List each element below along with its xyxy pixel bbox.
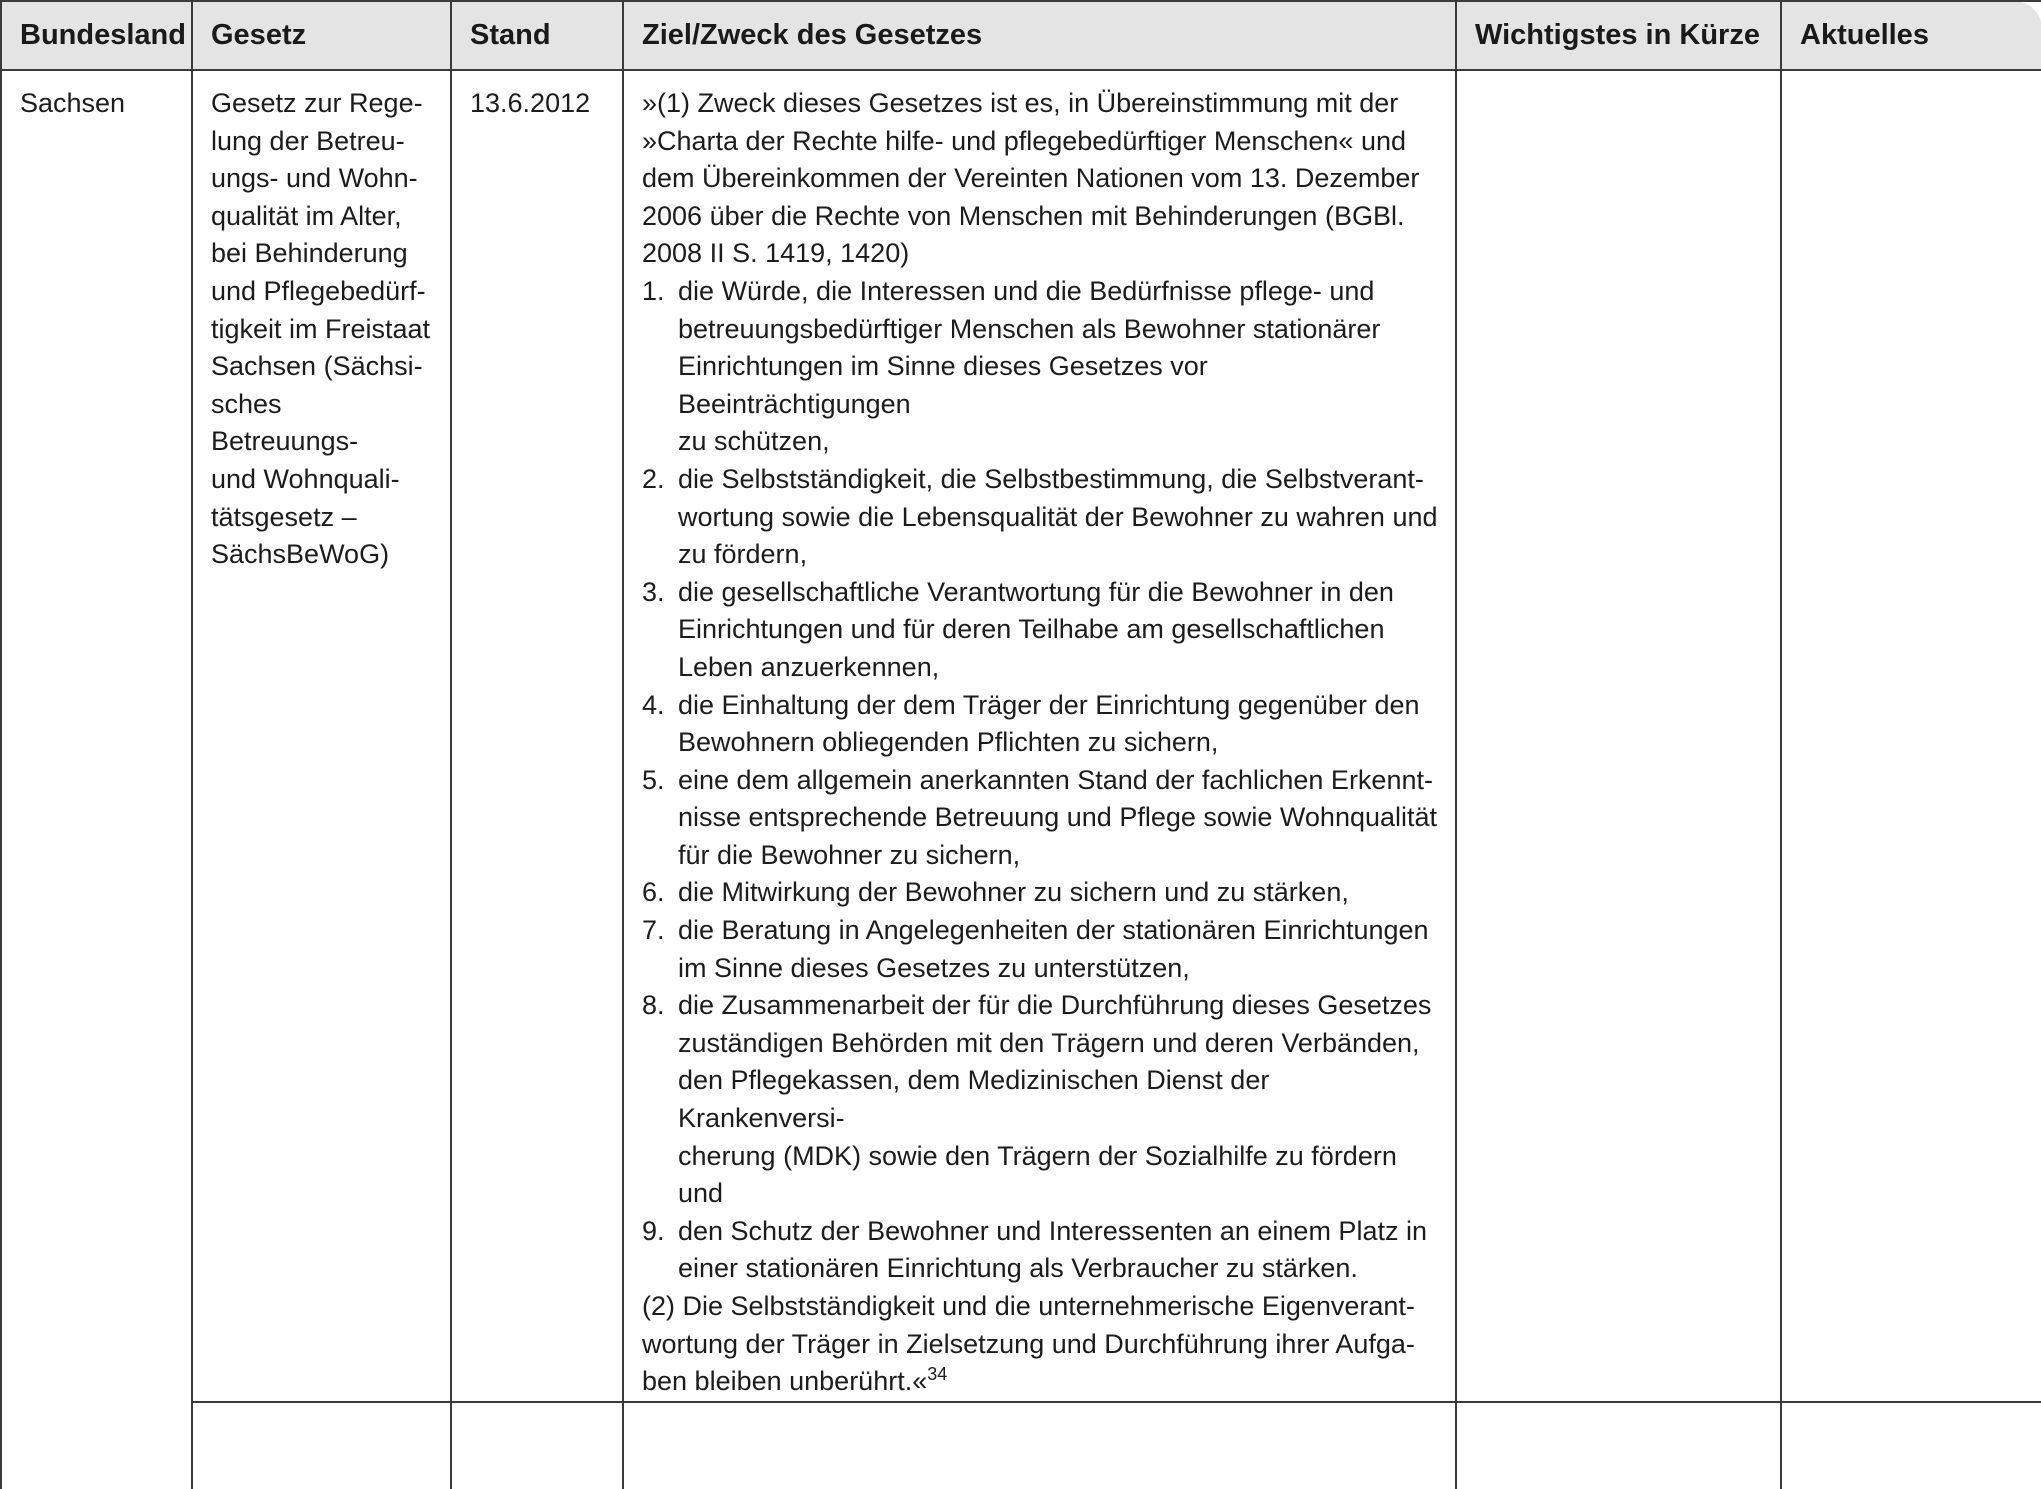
cell-empty-stand bbox=[451, 1402, 623, 1489]
list-item-text: die Mitwirkung der Bewohner zu sichern und zu stärken, bbox=[678, 877, 1349, 908]
table-row bbox=[1, 70, 2041, 1402]
list-item-number: 2. bbox=[642, 463, 665, 494]
cell-bundesland: Sachsen bbox=[1, 70, 192, 1489]
zweck-outro-text: (2) Die Selbstständigkeit und die unternehmerische Eigenverant- wortung der Träger in Zielsetzung und Durchführung ihrer Aufga- ben bleiben unberührt.« bbox=[642, 1291, 1415, 1397]
header-stand: Stand bbox=[451, 1, 623, 70]
list-item-text: die Einhaltung der dem Träger der Einrichtung gegenüber den Bewohnern obliegenden Pflichten zu sichern, bbox=[678, 689, 1420, 758]
list-item bbox=[642, 273, 1441, 461]
list-item-number: 1. bbox=[642, 275, 665, 306]
list-item-text: die gesellschaftliche Verantwortung für die Bewohner in den Einrichtungen und für deren Teilhabe am gesellschaftlichen Leben anzuerkennen, bbox=[678, 576, 1394, 682]
cell-empty-gesetz bbox=[192, 1402, 451, 1489]
list-item bbox=[642, 874, 1441, 912]
cell-empty-wichtigstes bbox=[1456, 1402, 1781, 1489]
list-item-number: 3. bbox=[642, 576, 665, 607]
cell-empty-aktuelles bbox=[1781, 1402, 2041, 1489]
list-item-text: den Schutz der Bewohner und Interessenten an einem Platz in einer stationären Einrichtung als Verbraucher zu stärken. bbox=[678, 1215, 1427, 1284]
cell-stand: 13.6.2012 bbox=[451, 70, 623, 1402]
cell-ziel-zweck bbox=[623, 70, 1456, 1402]
list-item bbox=[642, 762, 1441, 875]
zweck-outro bbox=[642, 1288, 1441, 1401]
list-item-text: eine dem allgemein anerkannten Stand der fachlichen Erkennt- nisse entsprechende Betreuung und Pflege sowie Wohnqualität für die Bewohner zu sichern, bbox=[678, 764, 1438, 870]
header-wichtigstes: Wichtigstes in Kürze bbox=[1456, 1, 1781, 70]
header-ziel-zweck: Ziel/Zweck des Gesetzes bbox=[623, 1, 1456, 70]
zweck-intro-text: »(1) Zweck dieses Gesetzes ist es, in Übereinstimmung mit der »Charta der Rechte hilfe- und pflegebedürftiger Menschen« und dem Übereinkommen der Vereinten Nationen vom 13. Dezember 2006 über die Rechte von Menschen mit Behinderungen (BGBl. 2008 II S. 1419, 1420) bbox=[642, 88, 1420, 269]
table-row-empty bbox=[1, 1402, 2041, 1489]
list-item bbox=[642, 687, 1441, 762]
list-item-text: die Selbstständigkeit, die Selbstbestimmung, die Selbstverant- wortung sowie die Lebensqualität der Bewohner zu wahren und zu fördern, bbox=[678, 463, 1438, 570]
list-item-text: die Zusammenarbeit der für die Durchführung dieses Gesetzes zuständigen Behörden mit den Trägern und deren Verbänden, den Pflegekassen, dem Medizinischen Dienst der Krankenversi- cherung (MDK) sowie den Trägern der Sozialhilfe zu fördern und bbox=[678, 990, 1432, 1209]
zweck-list bbox=[642, 273, 1441, 1288]
list-item-text: die Beratung in Angelegenheiten der stationären Einrichtungen im Sinne dieses Gesetzes zu unterstützen, bbox=[678, 915, 1429, 983]
header-bundesland: Bundesland bbox=[1, 1, 192, 70]
footnote-reference: 34 bbox=[927, 1364, 948, 1385]
list-item-number: 5. bbox=[642, 764, 665, 795]
list-item-number: 9. bbox=[642, 1215, 665, 1246]
list-item bbox=[642, 1213, 1441, 1288]
list-item-number: 8. bbox=[642, 990, 665, 1021]
list-item bbox=[642, 987, 1441, 1213]
list-item-number: 6. bbox=[642, 877, 665, 908]
list-item bbox=[642, 912, 1441, 987]
cell-empty-ziel-zweck bbox=[623, 1402, 1456, 1489]
cell-gesetz: Gesetz zur Rege- lung der Betreu- ungs- und Wohn- qualität im Alter, bei Behinderung und Pflegebedürf- tigkeit im Freistaat Sachsen (Sächsi- sches Betreuungs- und Wohnquali- tätsgesetz – SächsBeWoG) bbox=[192, 70, 451, 1402]
list-item-text: die Würde, die Interessen und die Bedürfnisse pflege- und betreuungsbedürftiger Menschen als Bewohner stationärer Einrichtungen im Sinne dieses Gesetzes vor Beeinträchtigungen zu schützen, bbox=[678, 275, 1381, 457]
header-aktuelles: Aktuelles bbox=[1781, 1, 2041, 70]
cell-wichtigstes bbox=[1456, 70, 1781, 1402]
list-item-number: 4. bbox=[642, 689, 665, 720]
list-item-number: 7. bbox=[642, 915, 665, 946]
table-header-row bbox=[1, 1, 2041, 70]
list-item bbox=[642, 574, 1441, 687]
cell-aktuelles bbox=[1781, 70, 2041, 1402]
list-item bbox=[642, 461, 1441, 574]
header-gesetz: Gesetz bbox=[192, 1, 451, 70]
